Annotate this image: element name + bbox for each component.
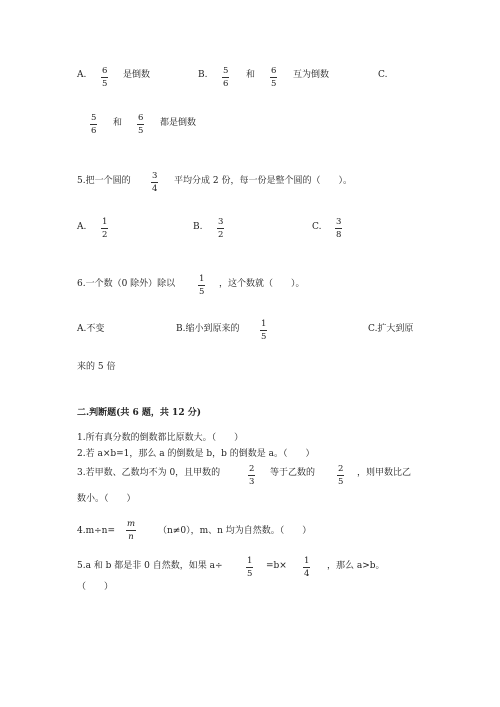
- judge-item-3-continued: 数小。（ ）: [77, 494, 136, 504]
- q5-option-a-label: A.: [77, 222, 87, 232]
- judge-item-5-middle: =b×: [266, 561, 287, 571]
- q5-suffix: 平均分成 2 份，每一份是整个圆的（ ）。: [174, 176, 352, 186]
- q6-option-b-text: B.缩小到原来的: [176, 324, 240, 334]
- q6-option-c-continued: 来的 5 倍: [77, 362, 116, 372]
- q4-option-c-fraction-1: [90, 113, 97, 136]
- judge-item-5-suffix: ，那么 a>b。: [327, 561, 385, 571]
- fraction-denominator: n: [128, 532, 134, 542]
- q4-option-a-label: A.: [77, 70, 87, 80]
- q6-option-a: A.不变: [77, 324, 105, 334]
- fraction-numerator: 3: [152, 171, 158, 181]
- fraction-denominator: 3: [249, 477, 255, 487]
- fraction-numerator: 2: [338, 464, 344, 474]
- fraction-denominator: 5: [199, 287, 205, 297]
- q4-option-b-fraction-2: [270, 66, 277, 89]
- fraction-denominator: 5: [247, 569, 253, 579]
- q6-option-b-fraction: [260, 319, 267, 342]
- q6-suffix: ，这个数就（ ）。: [219, 279, 305, 289]
- q4-option-b-text: 互为倒数: [293, 70, 330, 80]
- q4-option-a-fraction: [101, 66, 108, 89]
- q4-option-b-label: B.: [198, 70, 208, 80]
- fraction-numerator: 6: [271, 66, 277, 76]
- q5-option-a-fraction: [101, 217, 108, 240]
- q5-option-c-label: C.: [312, 222, 322, 232]
- judge-item-5-fraction-1: [246, 556, 253, 579]
- fraction-numerator: 1: [102, 217, 108, 227]
- judge-item-3-fraction-2: [337, 464, 344, 487]
- fraction-numerator: 1: [247, 556, 253, 566]
- fraction-denominator: 8: [336, 230, 342, 240]
- section-heading: 二.判断题(共 6 题，共 12 分): [77, 408, 201, 418]
- fraction-denominator: 5: [102, 79, 108, 89]
- q6-fraction: [198, 274, 205, 297]
- q4-option-b-fraction-1: [222, 66, 229, 89]
- fraction-numerator: 1: [261, 319, 267, 329]
- fraction-numerator: 5: [223, 66, 229, 76]
- fraction-numerator: 5: [91, 113, 97, 123]
- judge-item-3-prefix: 3.若甲数、乙数均不为 0，且甲数的: [77, 468, 221, 478]
- q4-option-b-and: 和: [246, 70, 256, 80]
- q4-option-c-and: 和: [113, 118, 123, 128]
- judge-item-5-continued: （ ）: [77, 582, 114, 592]
- judge-item-3-middle: 等于乙数的: [270, 468, 316, 478]
- judge-item-1: 1.所有真分数的倒数都比原数大。（ ）: [77, 433, 244, 443]
- q5-option-b-fraction: [217, 217, 224, 240]
- fraction-denominator: 2: [218, 230, 224, 240]
- q5-option-b-label: B.: [193, 222, 203, 232]
- q5-fraction: [151, 171, 158, 194]
- fraction-denominator: 5: [138, 126, 144, 136]
- q5-option-c-fraction: [335, 217, 342, 240]
- q6-prefix: 6.一个数（0 除外）除以: [77, 279, 176, 289]
- fraction-numerator: 3: [336, 217, 342, 227]
- q5-prefix: 5.把一个圆的: [77, 176, 131, 186]
- fraction-denominator: 5: [271, 79, 277, 89]
- fraction-denominator: 4: [304, 569, 310, 579]
- fraction-denominator: 6: [223, 79, 229, 89]
- fraction-denominator: 2: [102, 230, 108, 240]
- fraction-numerator: 1: [199, 274, 205, 284]
- judge-item-4-suffix: （n≠0），m、n 均为自然数。（ ）: [158, 526, 312, 536]
- fraction-denominator: 5: [338, 477, 344, 487]
- fraction-numerator: 3: [218, 217, 224, 227]
- q4-option-c-text: 都是倒数: [160, 118, 197, 128]
- fraction-denominator: 6: [91, 126, 97, 136]
- fraction-denominator: 4: [152, 184, 158, 194]
- judge-item-4-fraction: [126, 519, 136, 542]
- fraction-numerator: 6: [138, 113, 144, 123]
- judge-item-2: 2.若 a×b=1，那么 a 的倒数是 b，b 的倒数是 a。（ ）: [77, 449, 315, 459]
- judge-item-3-fraction-1: [248, 464, 255, 487]
- q4-option-c-fraction-2: [137, 113, 144, 136]
- q4-option-c-label: C.: [378, 70, 388, 80]
- q6-option-c-text: C.扩大到原: [368, 324, 414, 334]
- fraction-numerator: m: [127, 519, 136, 529]
- fraction-denominator: 5: [261, 332, 267, 342]
- judge-item-3-suffix: ，则甲数比乙: [357, 468, 412, 478]
- fraction-numerator: 1: [304, 556, 310, 566]
- judge-item-5-prefix: 5.a 和 b 都是非 0 自然数，如果 a÷: [77, 561, 223, 571]
- fraction-numerator: 6: [102, 66, 108, 76]
- q4-option-a-text: 是倒数: [123, 70, 151, 80]
- judge-item-5-fraction-2: [303, 556, 310, 579]
- judge-item-4-prefix: 4.m÷n=: [77, 526, 115, 536]
- fraction-numerator: 2: [249, 464, 255, 474]
